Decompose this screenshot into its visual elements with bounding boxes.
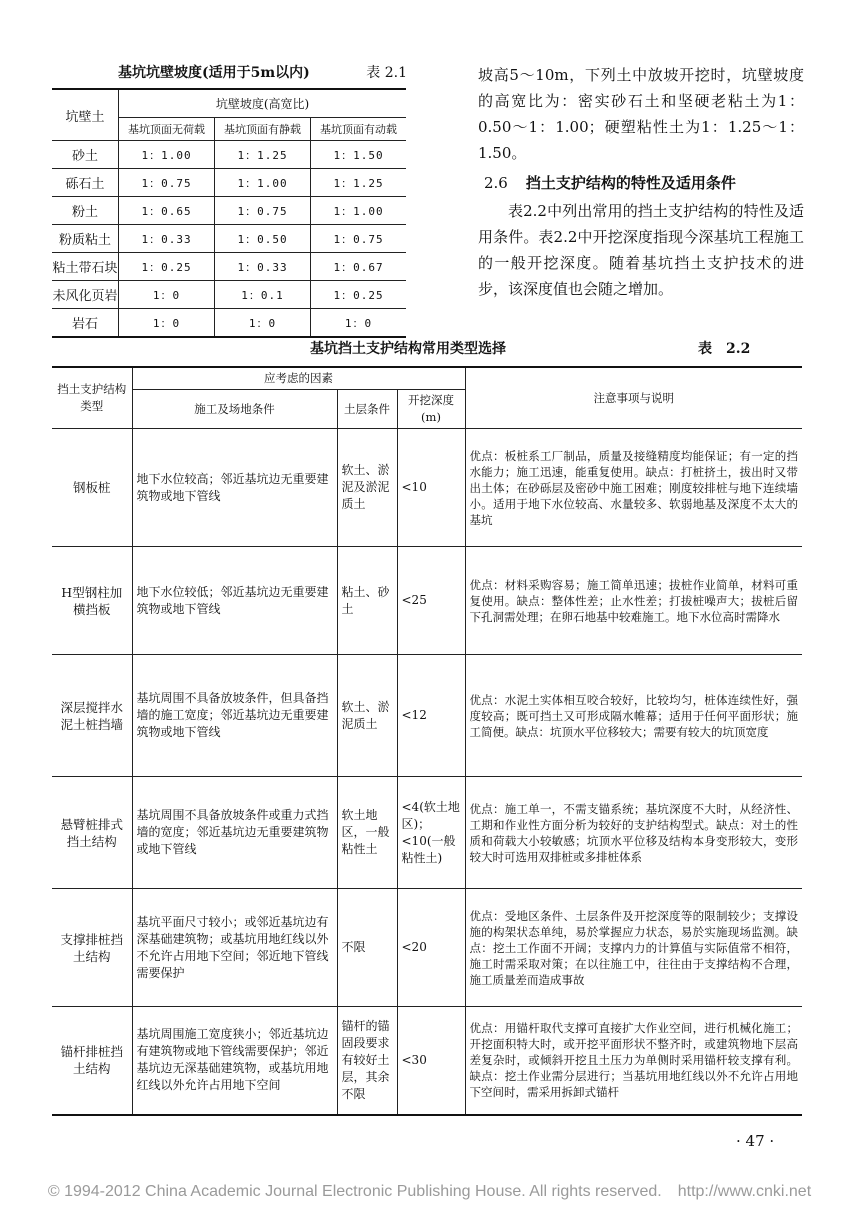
site-condition-cell: 基坑周围施工宽度狭小；邻近基坑边有建筑物或地下管线需要保护；邻近基坑边无深基础建筑物，或基坑用地红线以外允许占用地下空间 [132,1007,337,1115]
site-condition-cell: 基坑周围不具备放坡条件，但具备挡墙的施工宽度；邻近基坑边无重要建筑物或地下管线 [132,655,337,777]
table-row [52,429,802,547]
body-paragraph: 坡高5～10m，下列土中放坡开挖时，坑壁坡度的高宽比为：密实砂石土和坚硬老粘土为1：0.50～1：1.00；硬塑粘性土为1：1.25～1：1.50。 [478,66,804,162]
notes-cell: 优点：材料采购容易；施工简单迅速；拔桩作业简单，材料可重复使用。缺点：整体性差；止水性差；打拔桩噪声大；拔桩后留下孔洞需处理；在卵石地基中较难施工。地下水位高时需降水 [465,547,802,655]
soil-type-cell: 粘土带石块 [52,253,119,281]
header-excavation-depth: 开挖深度(m) [397,390,465,429]
slope-value-cell: 1：1.25 [311,169,406,197]
table-2-1-caption [118,62,413,82]
soil-condition-cell: 软土、淤泥质土 [337,655,397,777]
slope-value-cell: 1：0.25 [311,281,406,309]
section-number: 2.6 [484,174,508,192]
table-2-2-number: 表 2.2 [698,341,751,357]
soil-condition-cell: 粘土、砂土 [337,547,397,655]
table-2-2-title: 基坑挡土支护结构常用类型选择 [310,341,506,357]
slope-value-cell: 1：0.50 [215,225,311,253]
slope-value-cell: 1：1.00 [311,197,406,225]
header-structure-type: 挡土支护结构类型 [52,367,132,429]
soil-type-cell: 未风化页岩 [52,281,119,309]
table-row [52,253,406,281]
table-row [52,225,406,253]
slope-value-cell: 1：1.00 [215,169,311,197]
slope-value-cell: 1：0.75 [119,169,215,197]
table-row [52,889,802,1007]
table-2-1-number: 表 2.1 [366,65,407,81]
slope-ratio-table [52,88,406,338]
soil-type-cell: 粉质粘土 [52,225,119,253]
slope-value-cell: 1：0.75 [311,225,406,253]
table-row [52,309,406,338]
notes-cell: 优点：施工单一，不需支锚系统；基坑深度不大时，从经济性、工期和作业性方面分析为较好的支护结构型式。缺点：对土的性质和荷载大小较敏感；坑顶水平位移及结构本身变形较大，变形较大时可选用双排桩或多排桩体系 [465,777,802,889]
table-2-1-subheader: 基坑顶面有静载 [215,118,311,141]
table-row [52,197,406,225]
structure-type-cell: 深层搅拌水泥土桩挡墙 [52,655,132,777]
slope-value-cell: 1：0 [311,309,406,338]
page-number: · 47 · [736,1132,775,1150]
table-2-1-soil-header: 坑壁土 [52,89,119,141]
table-row [52,1007,802,1115]
soil-type-cell: 岩石 [52,309,119,338]
table-row [52,655,802,777]
header-factors: 应考虑的因素 [132,367,465,390]
notes-cell: 优点：用锚杆取代支撑可直接扩大作业空间，进行机械化施工；开挖面积特大时，或开挖平面形状不整齐时，或建筑物地下层高差复杂时，或倾斜开挖且土压力为单侧时采用锚杆较支撑有利。缺点：挖土作业需分层进行；当基坑用地红线以外不允许占用地下空间时，需采用拆卸式锚杆 [465,1007,802,1115]
slope-value-cell: 1：0 [119,309,215,338]
slope-value-cell: 1：0.65 [119,197,215,225]
slope-value-cell: 1：0.75 [215,197,311,225]
section-heading [484,170,804,196]
retaining-structure-table [52,366,802,1116]
table-2-1-group-header: 坑壁坡度(高宽比) [119,89,407,118]
header-site-conditions: 施工及场地条件 [132,390,337,429]
slope-value-cell: 1：0.67 [311,253,406,281]
soil-type-cell: 粉土 [52,197,119,225]
depth-cell: <4(软土地区)；<10(一般粘性土) [397,777,465,889]
slope-value-cell: 1：0 [215,309,311,338]
soil-condition-cell: 软土地区，一般粘性土 [337,777,397,889]
site-condition-cell: 地下水位较高；邻近基坑边无重要建筑物或地下管线 [132,429,337,547]
depth-cell: <20 [397,889,465,1007]
table-row [52,281,406,309]
soil-condition-cell: 软土、淤泥及淤泥质土 [337,429,397,547]
structure-type-cell: H型钢柱加横挡板 [52,547,132,655]
slope-value-cell: 1：0 [119,281,215,309]
slope-value-cell: 1：0.1 [215,281,311,309]
site-condition-cell: 基坑周围不具备放坡条件或重力式挡墙的宽度；邻近基坑边无重要建筑物或地下管线 [132,777,337,889]
structure-type-cell: 锚杆排桩挡土结构 [52,1007,132,1115]
table-2-1-title: 基坑坑壁坡度(适用于5m以内) [118,65,310,81]
slope-value-cell: 1：0.33 [119,225,215,253]
soil-condition-cell: 锚杆的锚固段要求有较好土层，其余不限 [337,1007,397,1115]
soil-condition-cell: 不限 [337,889,397,1007]
structure-type-cell: 钢板桩 [52,429,132,547]
table-row [52,547,802,655]
notes-cell: 优点：水泥土实体相互咬合较好，比较均匀，桩体连续性好，强度较高；既可挡土又可形成隔水帷幕；适用于任何平面形状；施工简便。缺点：坑顶水平位移较大；需要有较大的坑顶宽度 [465,655,802,777]
slope-value-cell: 1：0.33 [215,253,311,281]
table-2-1-subheader: 基坑顶面无荷载 [119,118,215,141]
slope-value-cell: 1：1.00 [119,141,215,169]
notes-cell: 优点：受地区条件、土层条件及开挖深度等的限制较少；支撑设施的构架状态单纯，易於掌握应力状态，易於实施现场监测。缺点：挖土工作面不开阔；支撑内力的计算值与实际值常不相符，施工时需采取对策；在以往施工中，往往由于支撑结构不合理，施工质量差而造成事故 [465,889,802,1007]
body-paragraph: 表2.2中列出常用的挡土支护结构的特性及适用条件。表2.2中开挖深度指现今深基坑工程施工的一般开挖深度。随着基坑挡土支护技术的进步，该深度值也会随之增加。 [478,202,804,298]
table-row [52,141,406,169]
depth-cell: <25 [397,547,465,655]
table-row [52,169,406,197]
header-notes: 注意事项与说明 [465,367,802,429]
body-text-column [478,62,804,302]
slope-value-cell: 1：1.50 [311,141,406,169]
header-soil-conditions: 土层条件 [337,390,397,429]
slope-value-cell: 1：1.25 [215,141,311,169]
depth-cell: <10 [397,429,465,547]
site-condition-cell: 地下水位较低；邻近基坑边无重要建筑物或地下管线 [132,547,337,655]
slope-value-cell: 1：0.25 [119,253,215,281]
section-title: 挡土支护结构的特性及适用条件 [525,174,736,192]
table-2-1-subheader: 基坑顶面有动载 [311,118,406,141]
soil-type-cell: 砂土 [52,141,119,169]
soil-type-cell: 砾石土 [52,169,119,197]
notes-cell: 优点：板桩系工厂制品，质量及接缝精度均能保证；有一定的挡水能力；施工迅速，能重复使用。缺点：打桩挤土，拔出时又带出土体；在砂砾层及密砂中施工困难；刚度较排桩与地下连续墙小。适用于地下水位较高、水量较多、软弱地基及深度不太大的基坑 [465,429,802,547]
depth-cell: <12 [397,655,465,777]
site-condition-cell: 基坑平面尺寸较小；或邻近基坑边有深基础建筑物；或基坑用地红线以外不允许占用地下空间；邻近地下管线需要保护 [132,889,337,1007]
depth-cell: <30 [397,1007,465,1115]
copyright-watermark: © 1994-2012 China Academic Journal Electronic Publishing House. All rights reserved. http://www.cnki.net [47,1183,812,1200]
structure-type-cell: 支撑排桩挡土结构 [52,889,132,1007]
table-row [52,777,802,889]
structure-type-cell: 悬臂桩排式挡土结构 [52,777,132,889]
